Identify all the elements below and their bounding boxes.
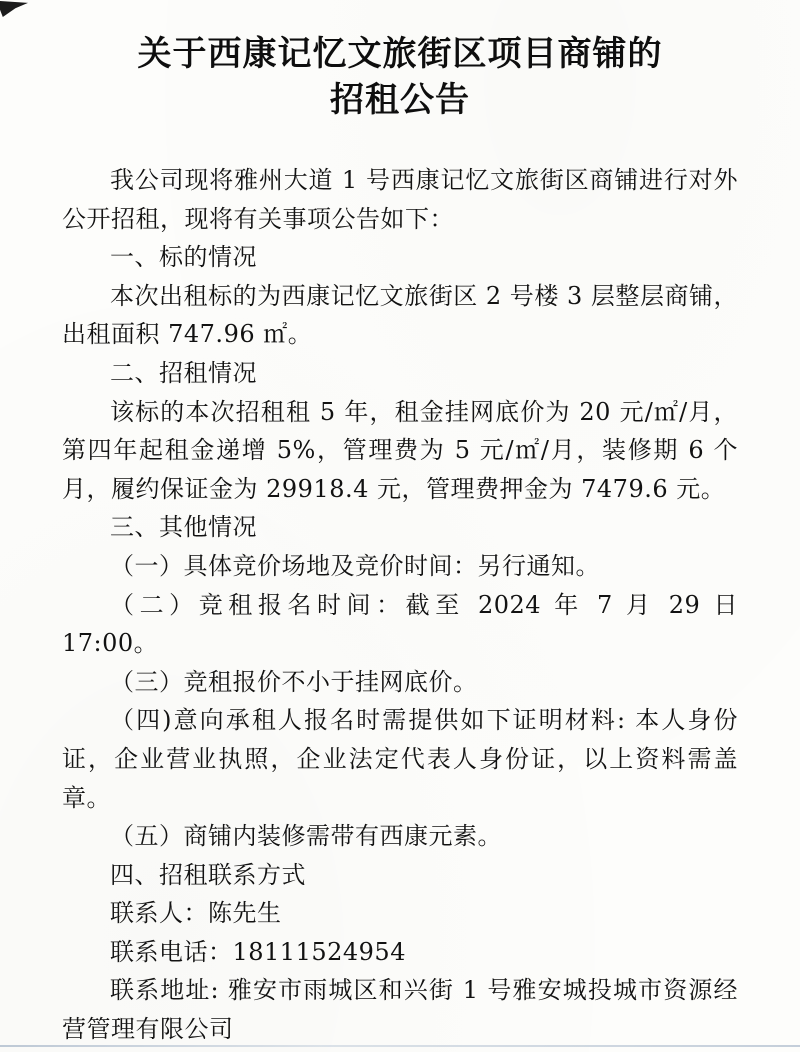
document-title <box>60 31 740 123</box>
contact-phone-line: 联系电话：18111524954 <box>110 937 406 966</box>
item-1-bidding-venue: （一）具体竞价场地及竞价时间：另行通知。 <box>110 551 600 580</box>
scan-artifact-mark <box>0 1 28 17</box>
contact-address-line: 联系地址: 雅安市雨城区和兴街 1 号雅安城投城市资源经营管理有限公司 <box>62 976 738 1044</box>
section-heading-1: 一、标的情况 <box>110 243 257 272</box>
paragraph-subject: 本次出租标的为西康记忆文旅街区 2 号楼 3 层整层商铺，出租面积 747.96 ㎡。 <box>62 281 738 349</box>
item-4-required-documents: （四)意向承租人报名时需提供如下证明材料: 本人身份证，企业营业执照，企业法定代表人身份证，以上资料需盖章。 <box>62 706 738 812</box>
document-body <box>62 161 738 1049</box>
section-heading-3: 三、其他情况 <box>110 513 257 542</box>
section-heading-2: 二、招租情况 <box>110 358 257 387</box>
document-title-line-2: 招租公告 <box>330 80 470 120</box>
section-heading-4: 四、招租联系方式 <box>110 860 306 889</box>
contact-person-line: 联系人：陈先生 <box>110 899 282 928</box>
paragraph-intro: 我公司现将雅州大道 1 号西康记忆文旅街区商铺进行对外公开招租，现将有关事项公告如下： <box>62 166 738 233</box>
item-5-decoration-style: （五）商铺内装修需带有西康元素。 <box>110 822 502 851</box>
document-title-line-1: 关于西康记忆文旅街区项目商铺的 <box>137 34 663 74</box>
paragraph-lease-terms: 该标的本次招租租 5 年，租金挂网底价为 20 元/㎡/月，第四年起租金递增 5%，管理费为 5 元/㎡/月，装修期 6 个月，履约保证金为 29918.4 元，管理费押金为 7479.6 元。 <box>62 397 738 503</box>
item-3-minimum-offer: （三）竞租报价不小于挂网底价。 <box>110 667 478 696</box>
scan-edge-line <box>0 1045 800 1047</box>
item-2-signup-deadline: （二）竞租报名时间：截至 2024 年 7 月 29 日 17:00。 <box>62 590 738 658</box>
